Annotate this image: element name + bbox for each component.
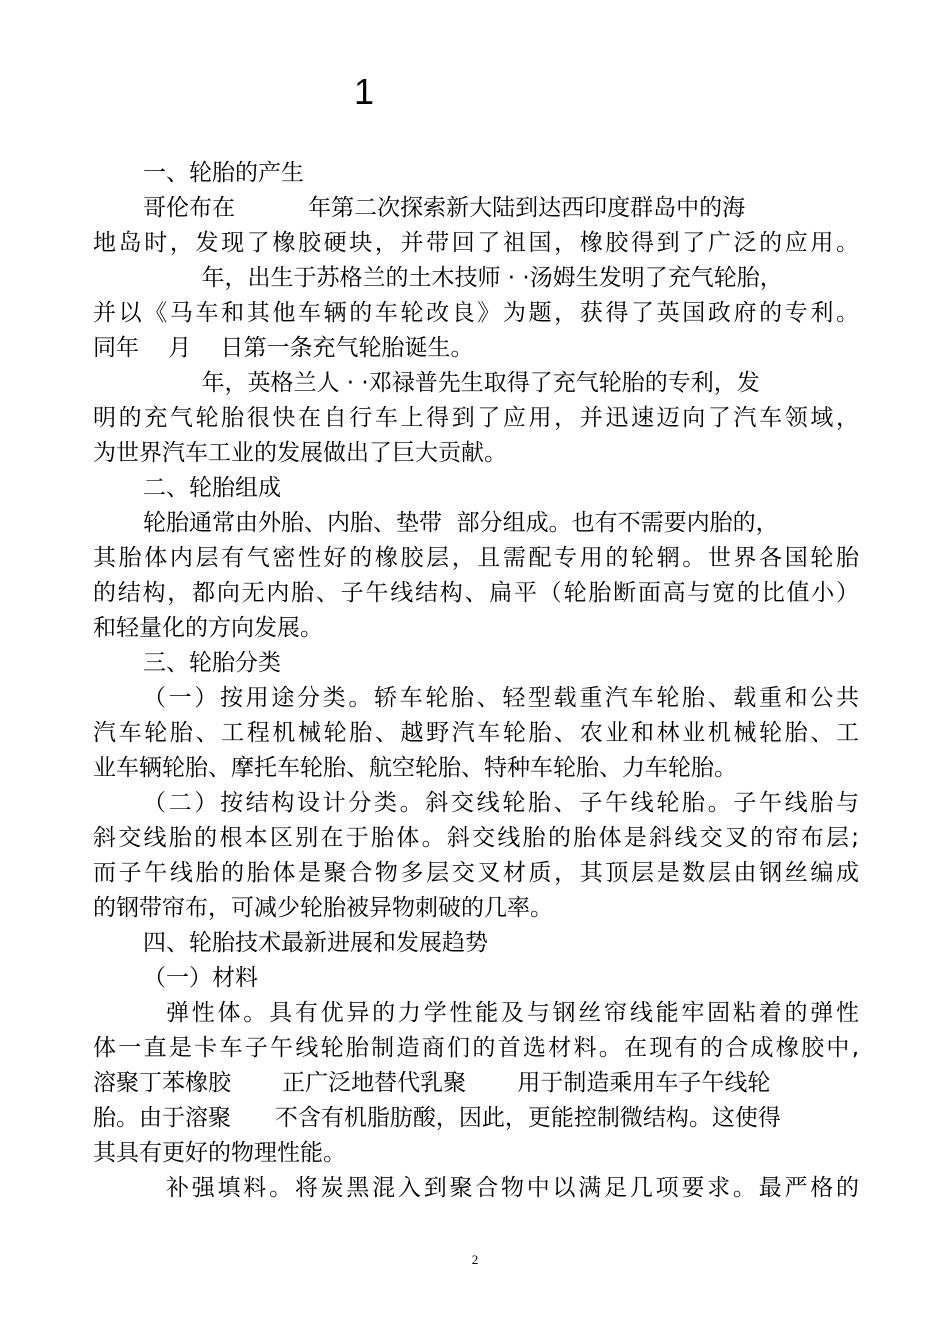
paragraph-line: （一）按用途分类。轿车轮胎、轻型载重汽车轮胎、载重和公共: [143, 685, 859, 711]
section-heading-3: 三、轮胎分类: [143, 650, 281, 676]
paragraph-line: 为世界汽车工业的发展做出了巨大贡献。: [93, 440, 507, 466]
paragraph-line: 体一直是卡车子午线轮胎制造商们的首选材料。在现有的合成橡胶中,: [93, 1035, 859, 1061]
footer-page-number: 2: [471, 1252, 479, 1267]
subsection-heading: （一）材料: [143, 965, 258, 991]
paragraph-line: 年，出生于苏格兰的土木技师 · ·汤姆生发明了充气轮胎，: [143, 265, 783, 291]
paragraph-line: 同年 月 日第一条充气轮胎诞生。: [93, 335, 474, 361]
section-heading-2: 二、轮胎组成: [143, 475, 281, 501]
paragraph-line: 其胎体内层有气密性好的橡胶层，且需配专用的轮辋。世界各国轮胎: [93, 545, 859, 571]
section-heading-4: 四、轮胎技术最新进展和发展趋势: [143, 930, 488, 956]
paragraph-line: 哥伦布在 年第二次探索新大陆到达西印度群岛中的海: [143, 195, 746, 221]
paragraph-line: 年，英格兰人 · ·邓禄普先生取得了充气轮胎的专利，发: [143, 370, 760, 396]
paragraph-line: 溶聚丁苯橡胶 正广泛地替代乳聚 用于制造乘用车子午线轮: [93, 1070, 771, 1096]
paragraph-line: 明的充气轮胎很快在自行车上得到了应用，并迅速迈向了汽车领域，: [93, 405, 859, 431]
paragraph-line: 其具有更好的物理性能。: [93, 1140, 346, 1166]
paragraph-line: 轮胎通常由外胎、内胎、垫带 部分组成。也有不需要内胎的，: [143, 510, 779, 536]
paragraph-line: 和轻量化的方向发展。: [93, 615, 323, 641]
paragraph-line: 胎。由于溶聚 不含有机脂肪酸，因此，更能控制微结构。这使得: [93, 1105, 781, 1131]
paragraph-line: 的钢带帘布，可减少轮胎被异物刺破的几率。: [93, 895, 553, 921]
paragraph-line: 汽车轮胎、工程机械轮胎、越野汽车轮胎、农业和林业机械轮胎、工: [93, 720, 859, 746]
section-heading-1: 一、轮胎的产生: [143, 160, 304, 186]
paragraph-line: 并以《马车和其他车辆的车轮改良》为题，获得了英国政府的专利。: [93, 300, 859, 326]
paragraph-line: 而子午线胎的胎体是聚合物多层交叉材质，其顶层是数层由钢丝编成: [93, 860, 859, 886]
page-heading-number: 1: [354, 71, 375, 112]
paragraph-line: 地岛时，发现了橡胶硬块，并带回了祖国，橡胶得到了广泛的应用。: [93, 230, 859, 256]
paragraph-line: 业车辆轮胎、摩托车轮胎、航空轮胎、特种车轮胎、力车轮胎。: [93, 755, 737, 781]
paragraph-line: 补强填料。将炭黑混入到聚合物中以满足几项要求。最严格的: [166, 1175, 859, 1201]
paragraph-line: 的结构，都向无内胎、子午线结构、扁平（轮胎断面高与宽的比值小）: [93, 580, 859, 606]
paragraph-line: （二）按结构设计分类。斜交线轮胎、子午线轮胎。子午线胎与: [143, 790, 859, 816]
paragraph-line: 弹性体。具有优异的力学性能及与钢丝帘线能牢固粘着的弹性: [166, 1000, 859, 1026]
paragraph-line: 斜交线胎的根本区别在于胎体。斜交线胎的胎体是斜线交叉的帘布层;: [93, 825, 859, 851]
